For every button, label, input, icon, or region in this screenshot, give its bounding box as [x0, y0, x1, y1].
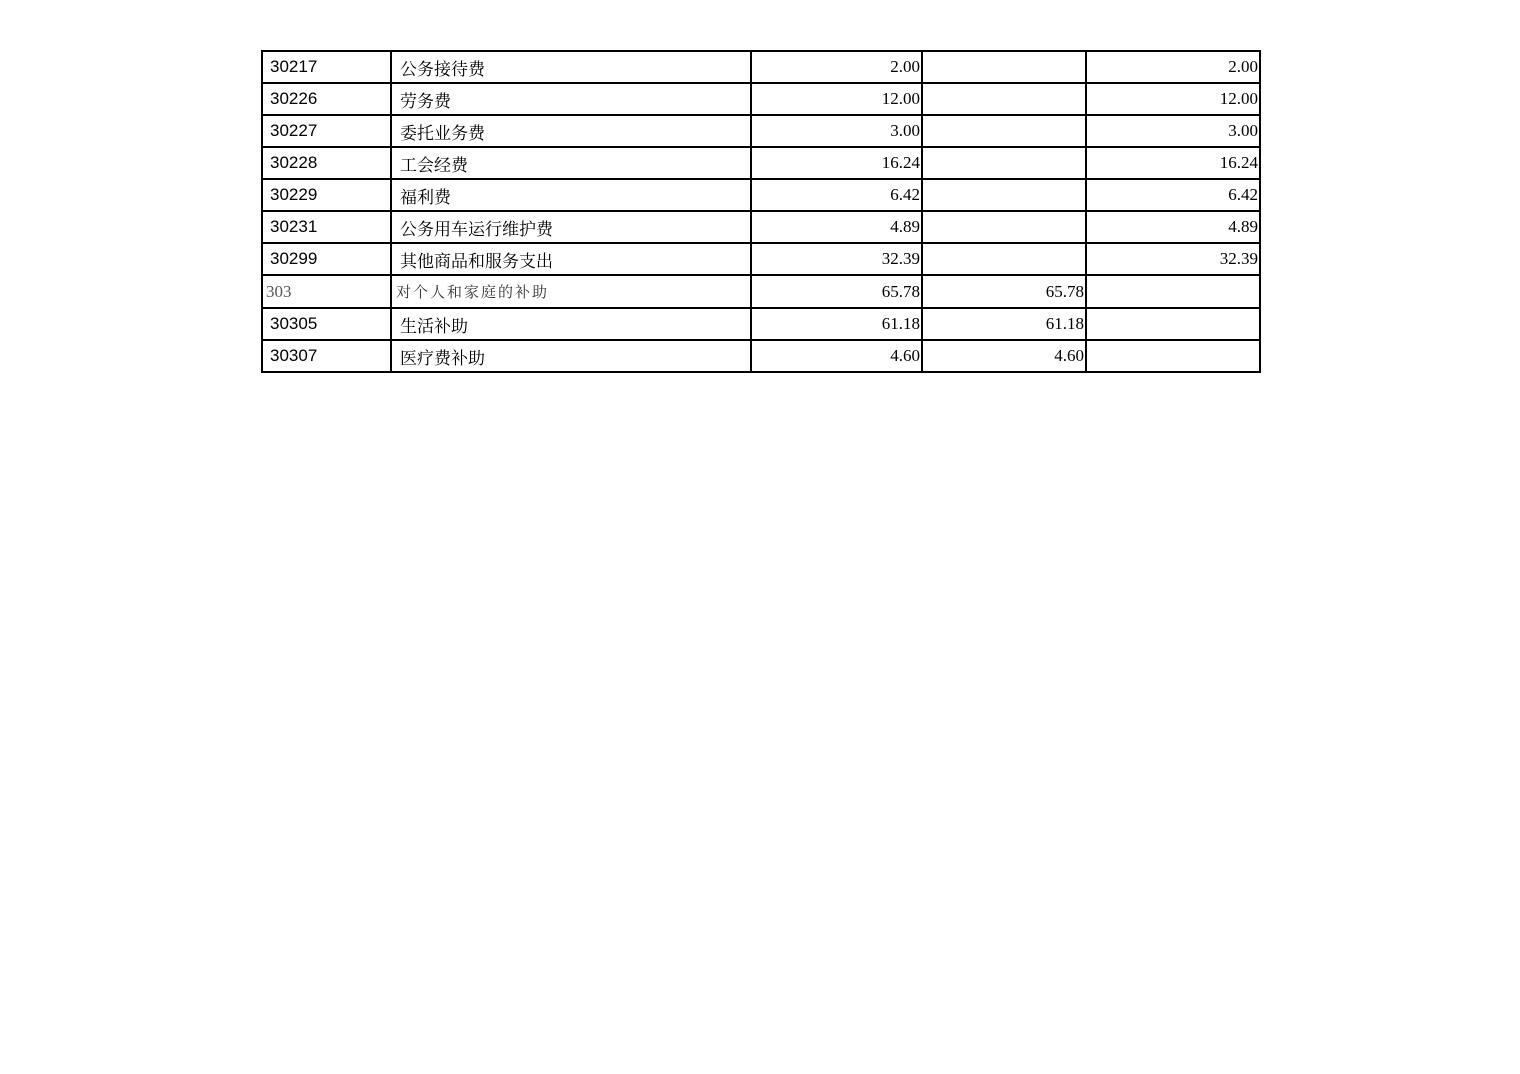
economic-code-cell: 30228 — [262, 147, 391, 179]
economic-code-cell: 30231 — [262, 211, 391, 243]
table-row — [262, 340, 1260, 372]
basic-expenditure-cell — [922, 83, 1086, 115]
table-row — [262, 51, 1260, 83]
basic-expenditure-cell — [922, 115, 1086, 147]
project-expenditure-cell — [1086, 308, 1260, 340]
total-amount-cell: 32.39 — [751, 243, 922, 275]
basic-expenditure-cell — [922, 211, 1086, 243]
economic-code-cell: 30307 — [262, 340, 391, 372]
budget-expenditure-table — [261, 50, 1261, 373]
economic-code-cell: 30305 — [262, 308, 391, 340]
basic-expenditure-cell — [922, 51, 1086, 83]
table-row — [262, 83, 1260, 115]
basic-expenditure-cell: 65.78 — [922, 275, 1086, 308]
economic-code-cell: 30229 — [262, 179, 391, 211]
project-expenditure-cell: 12.00 — [1086, 83, 1260, 115]
item-name-cell: 对个人和家庭的补助 — [391, 275, 751, 308]
item-name-cell: 委托业务费 — [391, 115, 751, 147]
total-amount-cell: 65.78 — [751, 275, 922, 308]
project-expenditure-cell: 32.39 — [1086, 243, 1260, 275]
total-amount-cell: 61.18 — [751, 308, 922, 340]
total-amount-cell: 2.00 — [751, 51, 922, 83]
table-row — [262, 308, 1260, 340]
table-row — [262, 179, 1260, 211]
table-row — [262, 147, 1260, 179]
project-expenditure-cell: 3.00 — [1086, 115, 1260, 147]
project-expenditure-cell: 4.89 — [1086, 211, 1260, 243]
basic-expenditure-cell — [922, 179, 1086, 211]
project-expenditure-cell: 6.42 — [1086, 179, 1260, 211]
item-name-cell: 劳务费 — [391, 83, 751, 115]
table-row — [262, 211, 1260, 243]
item-name-cell: 医疗费补助 — [391, 340, 751, 372]
item-name-cell: 生活补助 — [391, 308, 751, 340]
economic-code-cell: 30226 — [262, 83, 391, 115]
economic-code-cell: 30299 — [262, 243, 391, 275]
total-amount-cell: 3.00 — [751, 115, 922, 147]
total-amount-cell: 16.24 — [751, 147, 922, 179]
basic-expenditure-cell — [922, 147, 1086, 179]
basic-expenditure-cell: 4.60 — [922, 340, 1086, 372]
table-row — [262, 115, 1260, 147]
table-row — [262, 243, 1260, 275]
item-name-cell: 其他商品和服务支出 — [391, 243, 751, 275]
item-name-cell: 公务用车运行维护费 — [391, 211, 751, 243]
project-expenditure-cell: 2.00 — [1086, 51, 1260, 83]
project-expenditure-cell: 16.24 — [1086, 147, 1260, 179]
table-row-category — [262, 275, 1260, 308]
economic-code-cell: 303 — [262, 275, 391, 308]
economic-code-cell: 30227 — [262, 115, 391, 147]
total-amount-cell: 4.89 — [751, 211, 922, 243]
basic-expenditure-cell: 61.18 — [922, 308, 1086, 340]
total-amount-cell: 4.60 — [751, 340, 922, 372]
total-amount-cell: 6.42 — [751, 179, 922, 211]
total-amount-cell: 12.00 — [751, 83, 922, 115]
basic-expenditure-cell — [922, 243, 1086, 275]
economic-code-cell: 30217 — [262, 51, 391, 83]
project-expenditure-cell — [1086, 340, 1260, 372]
item-name-cell: 福利费 — [391, 179, 751, 211]
item-name-cell: 工会经费 — [391, 147, 751, 179]
project-expenditure-cell — [1086, 275, 1260, 308]
item-name-cell: 公务接待费 — [391, 51, 751, 83]
